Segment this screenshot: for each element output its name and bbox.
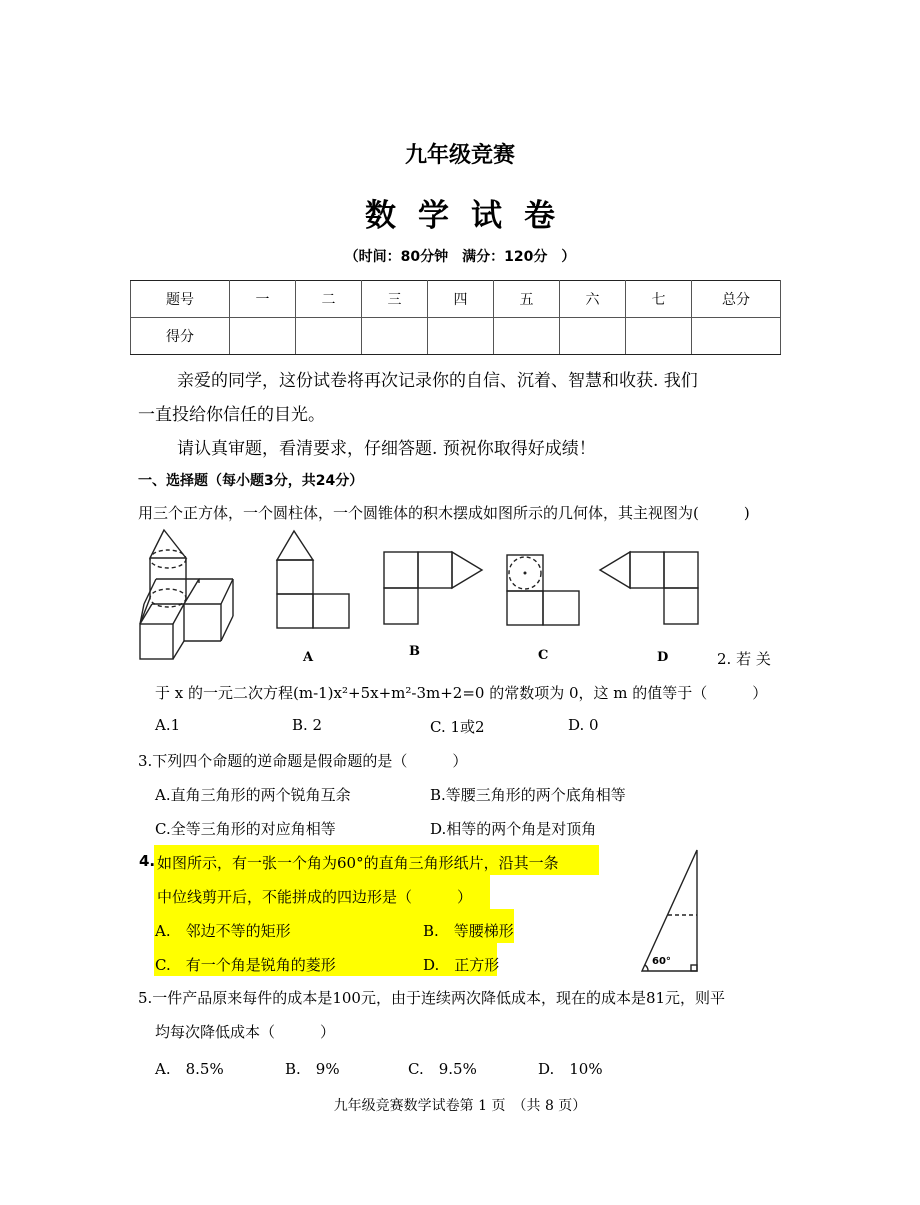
score-input-cell[interactable] [560, 318, 626, 355]
option-a-figure [276, 530, 352, 630]
option-d-figure [599, 551, 699, 626]
question-5-text-line-1: 5.一件产品原来每件的成本是100元，由于连续两次降低成本，现在的成本是81元，则平 [138, 989, 726, 1007]
table-cell: 七 [626, 281, 692, 318]
table-cell: 得分 [131, 318, 230, 355]
question-2-option-a[interactable]: A.1 [155, 716, 181, 734]
question-3-option-d[interactable]: D.相等的两个角是对顶角 [430, 820, 597, 838]
score-table-header-row [131, 281, 781, 318]
question-2-option-d[interactable]: D. 0 [568, 716, 599, 734]
angle-label: 60° [652, 956, 671, 967]
question-4-option-d[interactable]: D. 正方形 [423, 956, 500, 974]
question-4-text-line-2: 中位线剪开后，不能拼成的四边形是（ ） [157, 888, 473, 906]
score-input-cell[interactable] [230, 318, 296, 355]
question-2-option-b[interactable]: B. 2 [292, 716, 323, 734]
question-5-option-a[interactable]: A. 8.5% [155, 1060, 224, 1078]
score-input-cell[interactable] [428, 318, 494, 355]
exam-subject: 数学试卷 [365, 198, 577, 234]
page-footer: 九年级竞赛数学试卷第 1 页 （共 8 页） [333, 1098, 587, 1114]
question-1-text: 用三个正方体，一个圆柱体，一个圆锥体的积木摆成如图所示的几何体，其主视图为( ) [138, 504, 750, 522]
geometry-solid-figure [138, 528, 248, 663]
table-cell: 题号 [131, 281, 230, 318]
score-input-cell[interactable] [494, 318, 560, 355]
option-a-label[interactable]: A [303, 650, 314, 665]
question-4-option-b[interactable]: B. 等腰梯形 [423, 922, 514, 940]
table-cell: 六 [560, 281, 626, 318]
question-2-option-c[interactable]: C. 1或2 [430, 718, 485, 736]
score-table-score-row [131, 318, 781, 355]
question-5-text-line-2: 均每次降低成本（ ） [155, 1023, 336, 1041]
question-4-text-line-1: 如图所示，有一张一个角为60°的直角三角形纸片，沿其一条 [157, 854, 559, 872]
score-input-cell[interactable] [296, 318, 362, 355]
score-input-cell[interactable] [362, 318, 428, 355]
question-4-option-a[interactable]: A. 邻边不等的矩形 [155, 922, 291, 940]
intro-line-2: 一直投给你信任的目光。 [138, 405, 325, 425]
question-3-option-a[interactable]: A.直角三角形的两个锐角互余 [155, 786, 351, 804]
option-c-figure [506, 554, 582, 626]
table-cell: 一 [230, 281, 296, 318]
question-3-option-b[interactable]: B.等腰三角形的两个底角相等 [430, 786, 626, 804]
table-cell: 总分 [692, 281, 781, 318]
question-1 [138, 502, 750, 523]
question-5-option-c[interactable]: C. 9.5% [408, 1060, 477, 1078]
score-input-cell[interactable] [626, 318, 692, 355]
table-cell: 四 [428, 281, 494, 318]
option-b-label[interactable]: B [409, 644, 420, 659]
question-4-option-c[interactable]: C. 有一个角是锐角的菱形 [155, 956, 336, 974]
question-5-option-d[interactable]: D. 10% [538, 1060, 603, 1078]
intro-line-1: 亲爱的同学，这份试卷将再次记录你的自信、沉着、智慧和收获. 我们 [177, 371, 698, 391]
table-cell: 五 [494, 281, 560, 318]
question-5-option-b[interactable]: B. 9% [285, 1060, 340, 1078]
option-b-figure [383, 551, 483, 626]
question-2-start: 2. 若 关 [717, 650, 771, 668]
option-c-label[interactable]: C [538, 648, 549, 663]
question-3-option-c[interactable]: C.全等三角形的对应角相等 [155, 820, 336, 838]
intro-line-3: 请认真审题，看清要求，仔细答题. 预祝你取得好成绩！ [177, 439, 596, 459]
exam-info: （时间：80分钟 满分：120分 ） [344, 249, 576, 265]
table-cell: 三 [362, 281, 428, 318]
exam-title: 九年级竞赛 [404, 143, 515, 168]
score-input-cell[interactable] [692, 318, 781, 355]
question-3-text: 3.下列四个命题的逆命题是假命题的是（ ） [138, 752, 468, 770]
table-cell: 二 [296, 281, 362, 318]
score-table [130, 280, 781, 355]
option-d-label[interactable]: D [657, 650, 669, 665]
question-2-text: 于 x 的一元二次方程(m-1)x²+5x+m²-3m+2=0 的常数项为 0，这 m 的值等于（ ） [155, 684, 768, 702]
question-4-number: 4. [139, 852, 156, 870]
section-heading: 一、选择题（每小题3分，共24分） [138, 473, 364, 489]
